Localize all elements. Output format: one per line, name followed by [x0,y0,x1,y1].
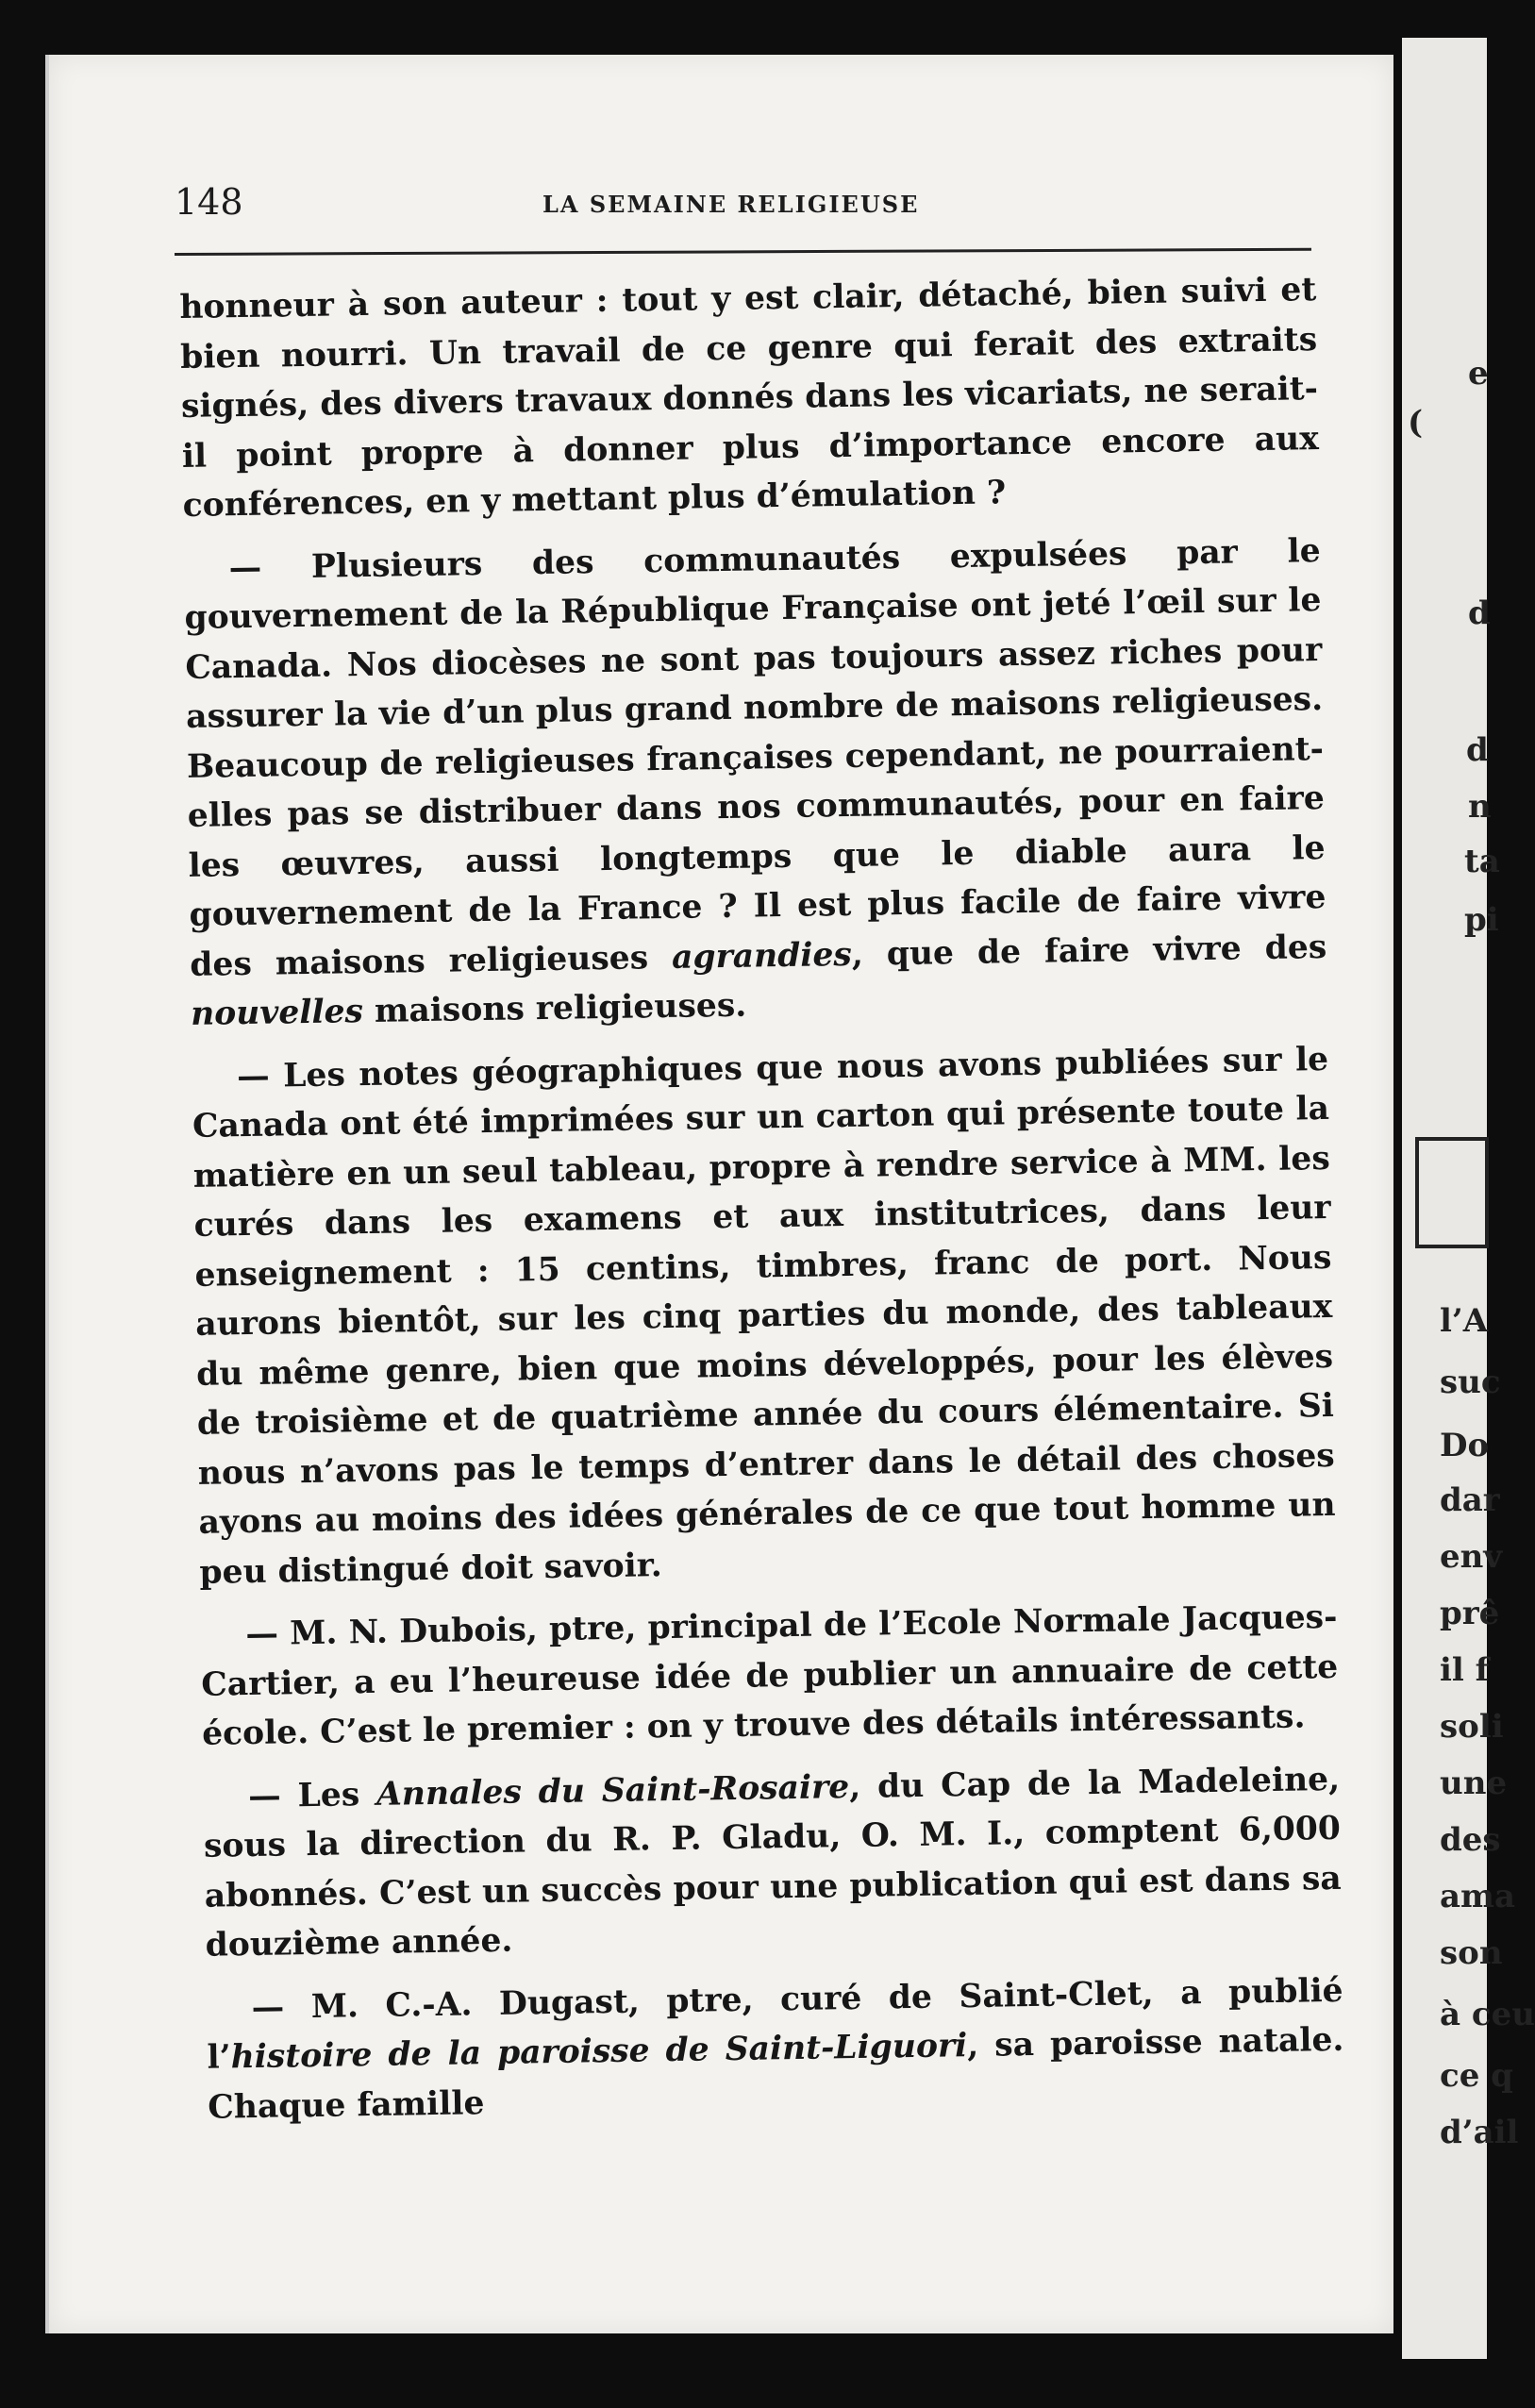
adjacent-fragment: ( [1408,404,1424,442]
article-body [179,265,1345,2146]
adjacent-fragment: soli [1440,1708,1504,1746]
adjacent-fragment: d [1466,731,1489,769]
adjacent-fragment: env [1440,1538,1503,1576]
adjacent-fragment: son [1440,1934,1503,1972]
running-title: LA SEMAINE RELIGIEUSE [542,191,920,218]
adjacent-fragment: e [1468,355,1489,393]
paragraph-5-italic-1: Annales du Saint-Rosaire [375,1767,850,1814]
adjacent-fragment: pi [1464,901,1499,939]
adjacent-page-edge [1402,38,1535,2359]
paragraph-5-text-b: , du Cap de la Madeleine, sous la direction du R. P. Gladu, O. M. I., comptent 6,000 abonnés. C’est un succès pour une publication qui est dans sa douzième année. [203,1760,1343,1965]
ornamental-initial-box [1415,1137,1489,1248]
paragraph-2-text-c: maisons religieuses. [362,986,747,1031]
adjacent-fragment: prê [1440,1595,1500,1632]
adjacent-fragment: Do [1440,1427,1490,1464]
adjacent-fragment: ama [1440,1878,1516,1915]
paragraph-1: honneur à son auteur : tout y est clair, détaché, bien suivi et bien nourri. Un travail de ce genre qui ferait des extraits signés, des divers travaux donnés dans les vicariats, ne serait-il point propre à donner plus d’importance encore aux conférences, en y mettant plus d’émulation ? [179,271,1320,525]
adjacent-fragment: une [1440,1764,1508,1802]
paragraph-6-text-b: , sa paroisse natale. Chaque famille [208,2020,1344,2127]
page-number: 148 [175,181,243,223]
page-header [175,181,1316,238]
adjacent-fragment: suc [1440,1363,1501,1401]
adjacent-fragment: des [1440,1821,1501,1859]
adjacent-fragment: d’ail [1440,2114,1519,2151]
paragraph-2-italic-1: agrandies [671,935,853,977]
adjacent-fragment: d [1468,594,1491,632]
paragraph-5-text-a: — Les [247,1775,377,1815]
paragraph-6-italic-1: histoire de la paroisse de Saint-Liguori [230,2027,968,2077]
adjacent-fragment: n [1468,788,1492,826]
paragraph-2-italic-2: nouvelles [190,993,364,1033]
paragraph-3: — Les notes géographiques que nous avons publiées sur le Canada ont été imprimées sur un carton qui présente toute la matière en un seul tableau, propre à rendre service à MM. les curés dans les examens et aux institutrices, dans leur enseignement : 15 centins, timbres, franc de port. Nous aurons bientôt, sur les cinq parties du monde, des tableaux du même genre, bien que moins développés, pour les élèves de troisième et de quatrième année du cours élémentaire. Si nous n’avons pas le temps d’entrer dans le détail des choses ayons au moins des idées générales de ce que tout homme un peu distingué doit savoir. [192,1040,1336,1592]
paragraph-2 [183,527,1327,1040]
paragraph-2-text-a: — Plusieurs des communautés expulsées par le gouvernement de la République Française ont jeté l’œil sur le Canada. Nos diocèses ne sont pas toujours assez riches pour assurer la vie d’un plus grand nombre de maisons religieuses. Beaucoup de religieuses françaises cependant, ne pourraient-elles pas se distribuer dans nos communautés, pour en faire les œuvres, aussi longtemps que le diable aura le gouvernement de la France ? Il est plus facile de faire vivre des maisons religieuses [184,531,1326,984]
paragraph-4: — M. N. Dubois, ptre, principal de l’Ecole Normale Jacques-Cartier, a eu l’heureuse idée de publier un annuaire de cette école. C’est le premier : on y trouve des détails intéressants. [201,1597,1339,1753]
paragraph-5 [203,1754,1343,1970]
paragraph-6 [206,1965,1344,2132]
paragraph-2-text-b: , que de faire vivre des [851,928,1327,974]
paragraph-6-text-a: — M. C.-A. Dugast, ptre, curé de Saint-Clet, a publié l’ [207,1971,1343,2077]
adjacent-fragment: à ceu [1440,1996,1535,2033]
adjacent-fragment: l’A [1440,1302,1489,1340]
adjacent-fragment: dar [1440,1481,1500,1519]
adjacent-fragment: ce q [1440,2057,1513,2095]
adjacent-fragment: il f [1440,1651,1490,1689]
adjacent-fragment: ta [1464,843,1500,880]
